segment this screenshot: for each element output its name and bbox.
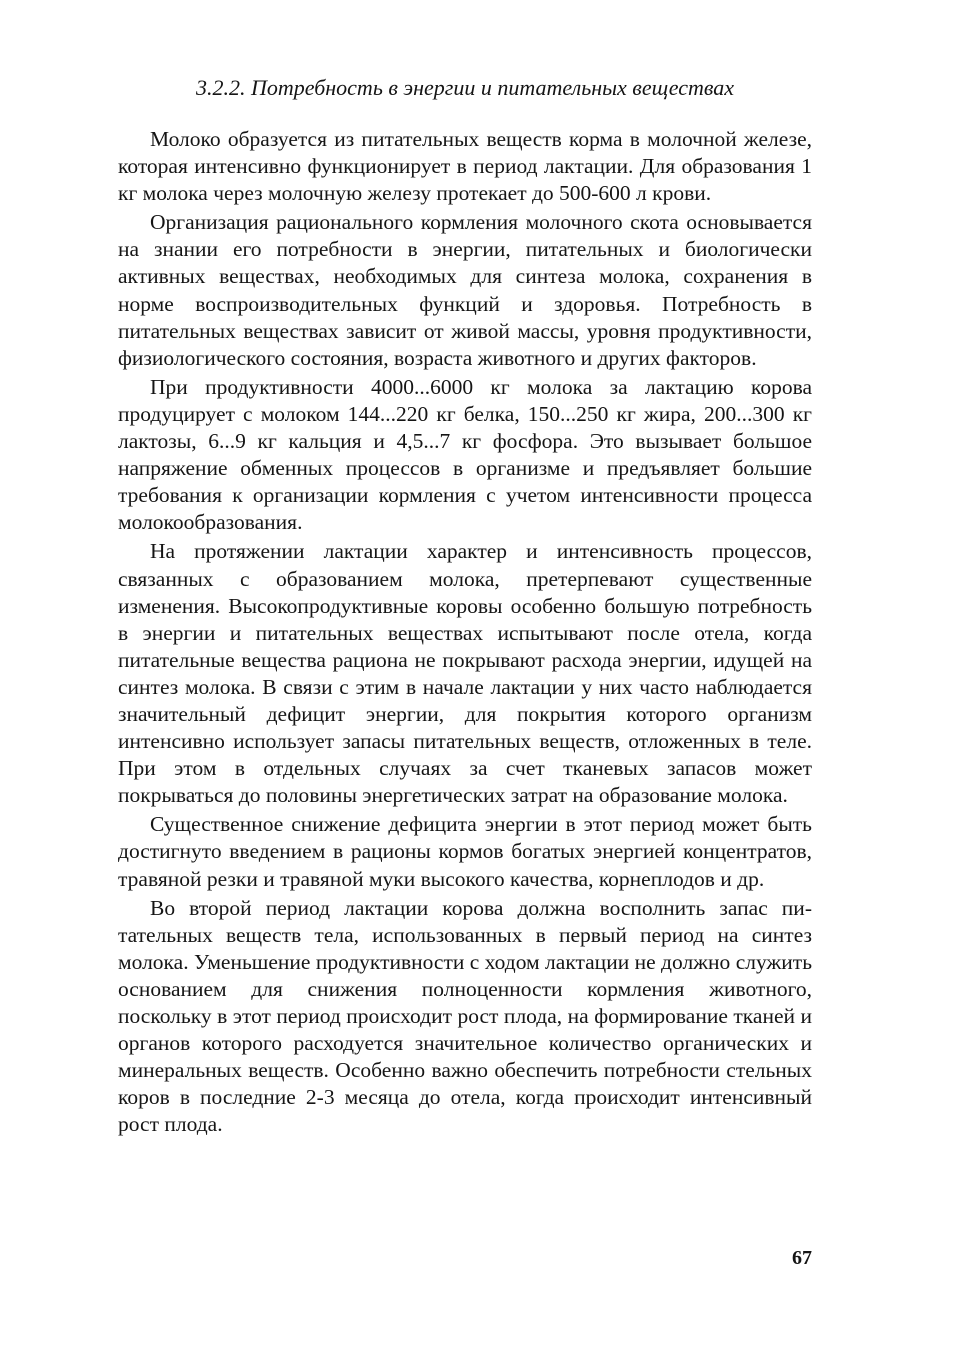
paragraph-energy-deficit: Существенное снижение дефицита энергии в этот период может быть достигнуто введением в рационы кормов богатых энергией концентратов, травяной резки и травяной муки высокого качества, корнеплодов и др.	[118, 812, 812, 891]
body-text	[118, 126, 812, 1138]
paragraph-second-period: Во второй период лактации корова должна восполнить запас питательных веществ тела, использованных в первый период на синтез молока. Уменьшение продуктивности с ходом лактации не должно служить основанием для снижения полноценности кормления животного, поскольку в этот период происходит рост плода, на формирование тканей и органов которого расходуется значительное количество органических и минеральных веществ. Особенно важно обеспечить потребности стельных коров в последние 2-3 месяца до отела, когда происходит интенсивный рост плода.	[118, 895, 812, 1137]
section-heading: 3.2.2. Потребность в энергии и питательных веществах	[195, 75, 735, 100]
page-number: 67	[792, 1247, 812, 1269]
paragraph-productivity: При продуктивности 4000...6000 кг молока за лактацию корова продуцирует с молоком 144...220 кг белка, 150...250 кг жира, 200...300 кг лактозы, 6...9 кг кальция и 4,5...7 кг фосфора. Это вызывает большое напряжение обменных процессов в организме и предъявляет большие требования к организации кормления с учетом интенсивности процесса молокообразования.	[118, 374, 812, 535]
paragraph-feeding-organization: Организация рационального кормления молочного скота основывается на знании его потребности в энергии, питательных и биологически активных веществах, необходимых для синтеза молока, сохранения в норме воспроизводительных функций и здоровья. Потребность в питательных веществах зависит от живой массы, уровня продуктивности, физиологического состояния, возраста животного и других факторов.	[118, 210, 812, 370]
paragraph-lactation-changes: На протяжении лактации характер и интенсивность процессов, связанных с образованием молока, претерпевают существенные изменения. Высокопродуктивные коровы особенно большую потребность в энергии и питательных веществах испытывают после отела, когда питательные вещества рациона не покрывают расхода энергии, идущей на синтез молока. В связи с этим в начале лактации у них часто наблюдается значительный дефицит энергии, для покрытия которого организм интенсивно использует запасы питательных веществ, отложенных в теле. При этом в отдельных случаях за счет тканевых запасов может покрываться до половины энергетических затрат на образование молока.	[118, 539, 812, 808]
paragraph-milk-formation: Молоко образуется из питательных веществ корма в молочной железе, которая интенсивно функционирует в период лактации. Для образования 1 кг молока через молочную железу протекает до 500-600 л крови.	[118, 127, 812, 206]
